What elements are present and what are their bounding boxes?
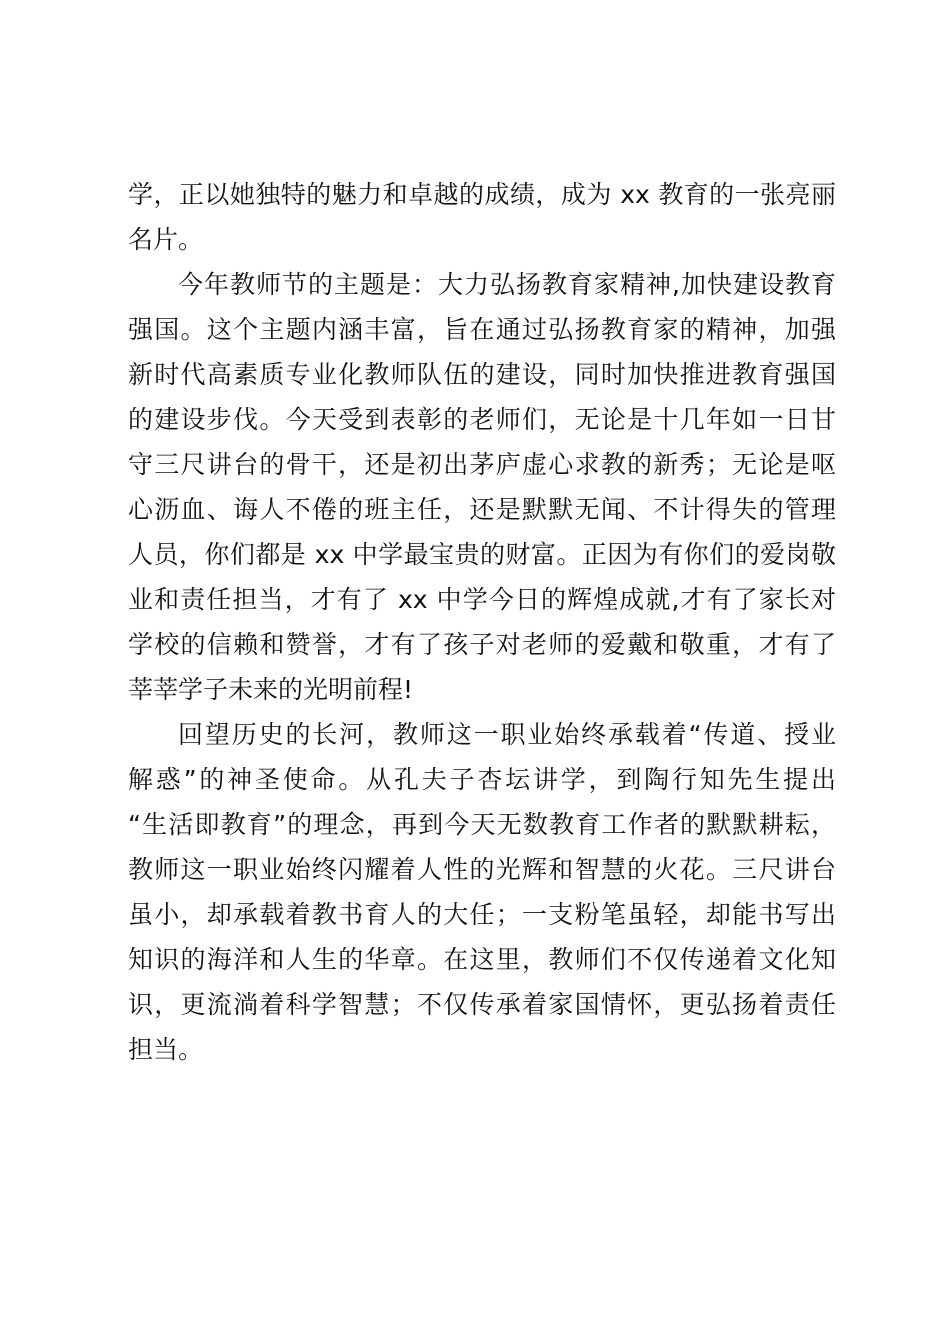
text-line: 守三尺讲台的骨干，还是初出茅庐虚心求教的新秀；无论是呕 xyxy=(128,450,836,479)
paragraph-first-line: 回望历史的长河，教师这一职业始终承载着“传道、授业 xyxy=(178,720,836,749)
text-line: 学，正以她独特的魅力和卓越的成绩，成为 xx 教育的一张亮丽 xyxy=(128,180,836,209)
text-line: 业和责任担当，才有了 xx 中学今日的辉煌成就,才有了家长对 xyxy=(128,585,836,614)
text-line: 人员，你们都是 xx 中学最宝贵的财富。正因为有你们的爱岗敬 xyxy=(128,540,836,569)
text-line: 名片。 xyxy=(128,225,204,254)
text-line: 莘莘学子未来的光明前程! xyxy=(128,675,414,704)
text-line: 教师这一职业始终闪耀着人性的光辉和智慧的火花。三尺讲台 xyxy=(128,855,836,884)
body-text xyxy=(128,172,836,1072)
text-line: 虽小，却承载着教书育人的大任；一支粉笔虽轻，却能书写出 xyxy=(128,900,836,929)
text-line: 强国。这个主题内涵丰富，旨在通过弘扬教育家的精神，加强 xyxy=(128,315,836,344)
text-line: 解惑”的神圣使命。从孔夫子杏坛讲学，到陶行知先生提出 xyxy=(128,765,836,794)
text-line: 学校的信赖和赞誉，才有了孩子对老师的爱戴和敬重，才有了 xyxy=(128,630,836,659)
paragraph-first-line: 今年教师节的主题是：大力弘扬教育家精神,加快建设教育 xyxy=(178,270,836,299)
text-line: 识，更流淌着科学智慧；不仅传承着家国情怀，更弘扬着责任 xyxy=(128,990,836,1019)
text-line: 心沥血、诲人不倦的班主任，还是默默无闻、不计得失的管理 xyxy=(128,495,836,524)
text-line: “生活即教育”的理念，再到今天无数教育工作者的默默耕耘， xyxy=(128,810,836,839)
text-line: 担当。 xyxy=(128,1035,204,1064)
text-line: 知识的海洋和人生的华章。在这里，教师们不仅传递着文化知 xyxy=(128,945,836,974)
text-line: 的建设步伐。今天受到表彰的老师们，无论是十几年如一日甘 xyxy=(128,405,836,434)
text-line: 新时代高素质专业化教师队伍的建设，同时加快推进教育强国 xyxy=(128,360,836,389)
